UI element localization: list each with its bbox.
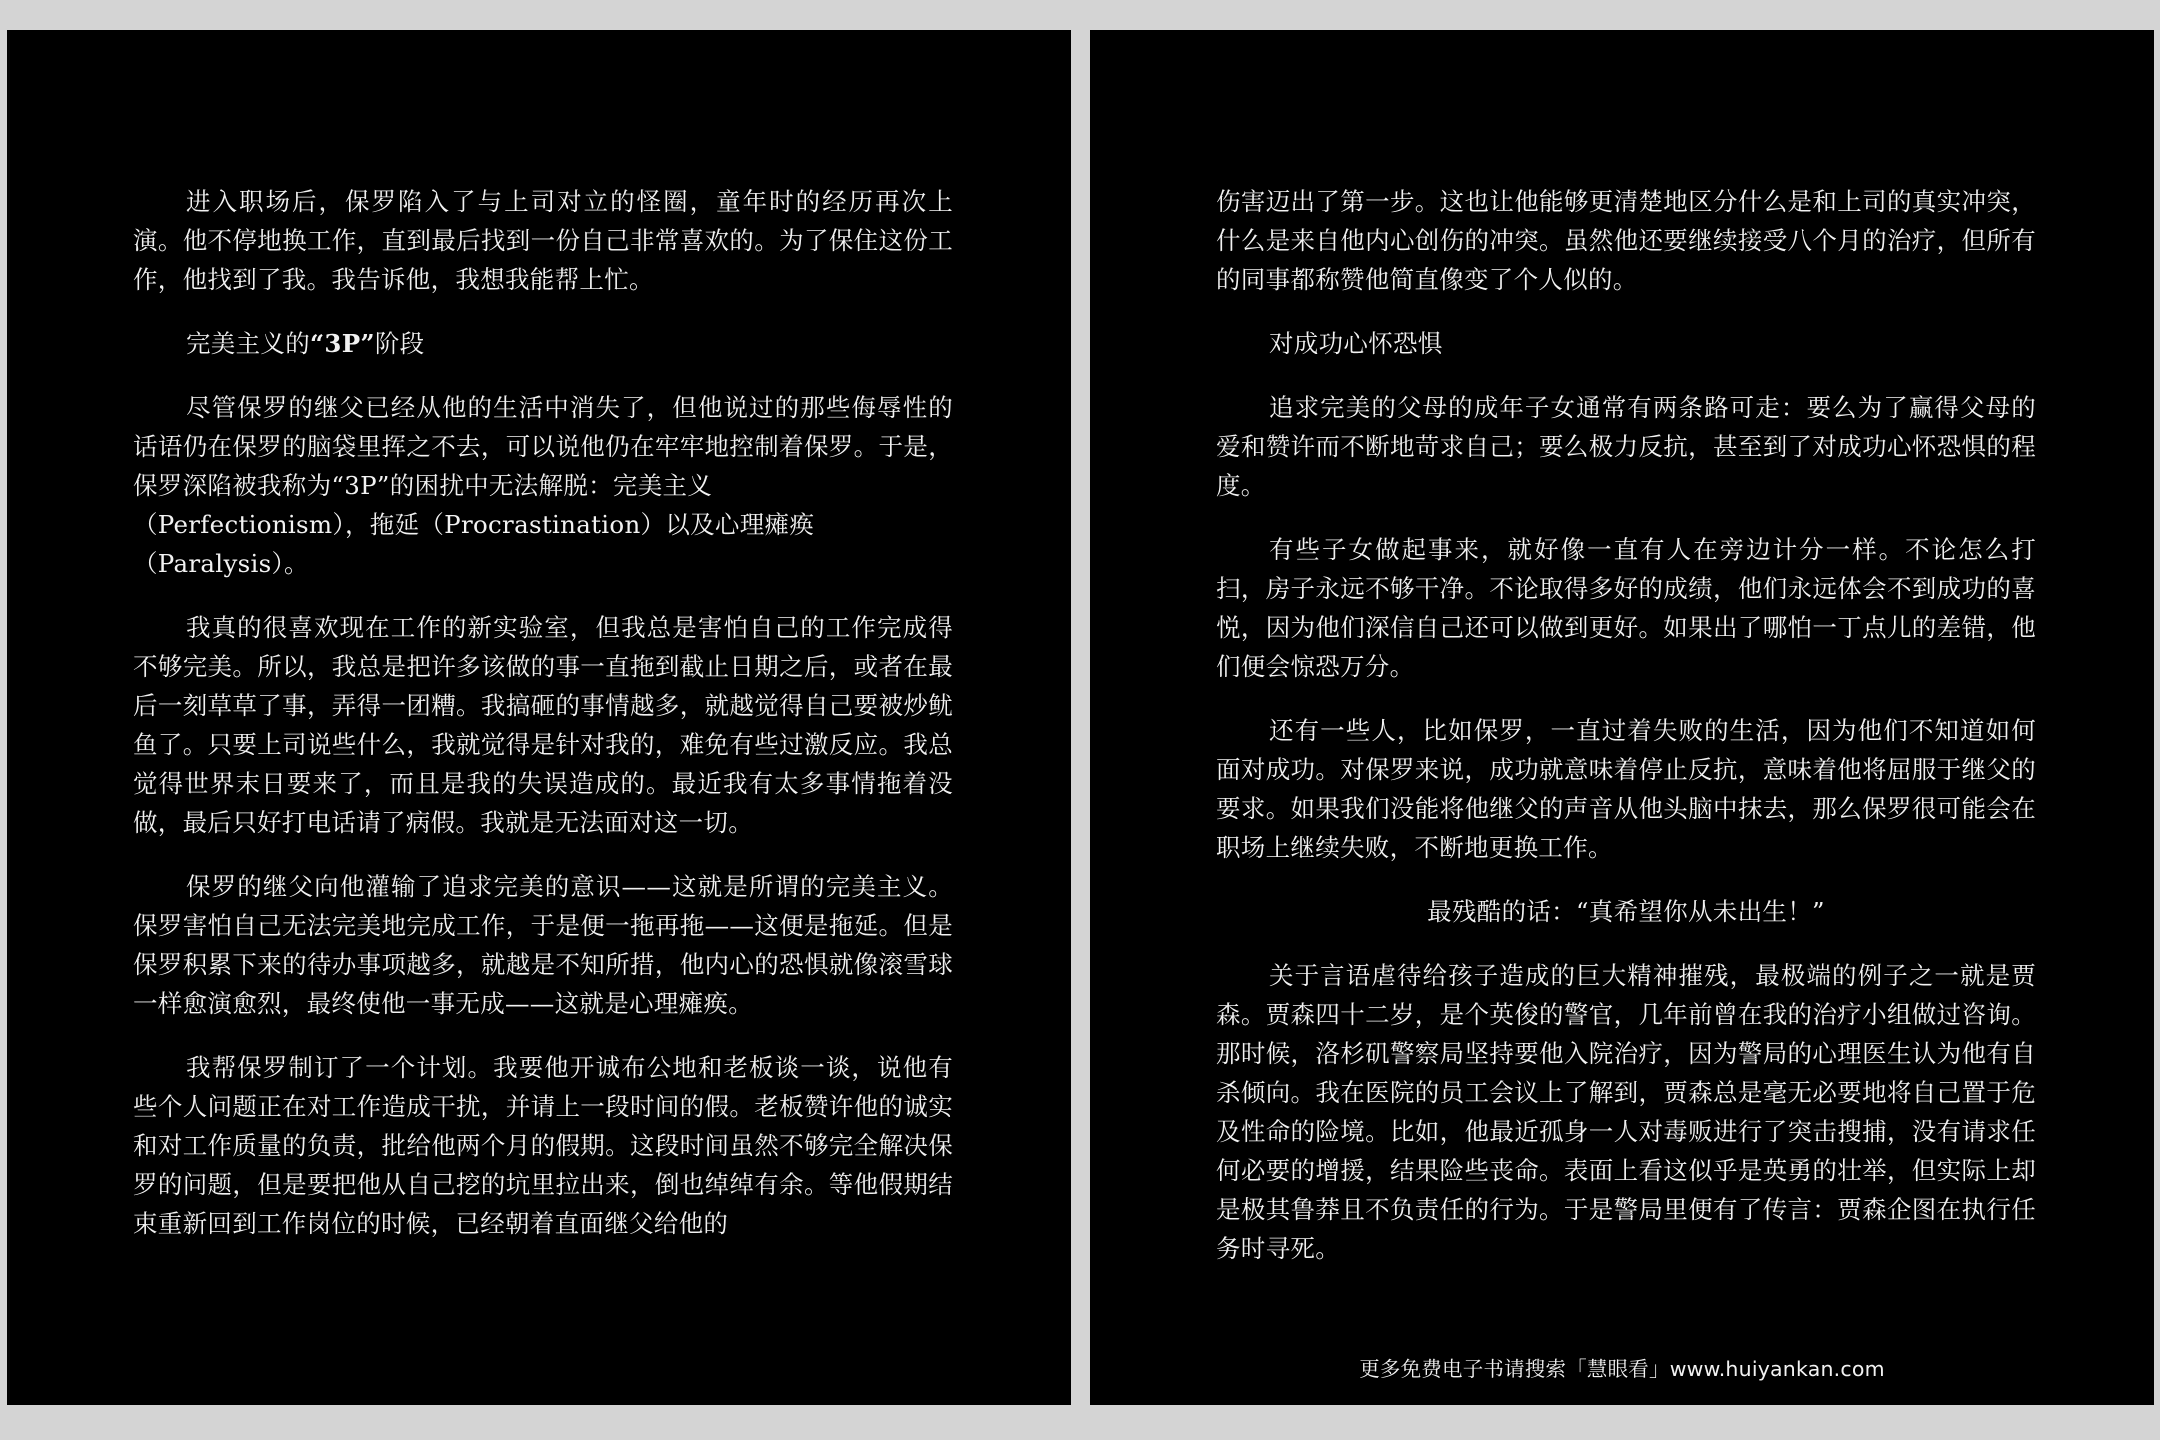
section-heading (133, 324, 953, 363)
left-page-text (133, 182, 953, 1268)
heading-text: 完美主义的 (186, 329, 310, 358)
paragraph: 伤害迈出了第一步。这也让他能够更清楚地区分什么是和上司的真实冲突，什么是来自他内心创伤的冲突。虽然他还要继续接受八个月的治疗，但所有的同事都称赞他简直像变了个人似的。 (1216, 187, 2036, 294)
paragraph: 尽管保罗的继父已经从他的生活中消失了，但他说过的那些侮辱性的话语仍在保罗的脑袋里挥之不去，可以说他仍在牢牢地控制着保罗。于是，保罗深陷被我称为“3P”的困扰中无法解脱：完美主义 （Perfectionism），拖延（Procrastination）以及心理瘫痪 （Paralysis）。 (133, 393, 953, 578)
paragraph: 有些子女做起事来，就好像一直有人在旁边计分一样。不论怎么打扫，房子永远不够干净。不论取得多好的成绩，他们永远体会不到成功的喜悦，因为他们深信自己还可以做到更好。如果出了哪怕一丁点儿的差错，他们便会惊恐万分。 (1216, 535, 2036, 681)
paragraph: 还有一些人，比如保罗，一直过着失败的生活，因为他们不知道如何面对成功。对保罗来说，成功就意味着停止反抗，意味着他将屈服于继父的要求。如果我们没能将他继父的声音从他头脑中抹去，那么保罗很可能会在职场上继续失败，不断地更换工作。 (1216, 716, 2036, 862)
heading-bold-text: “3P” (310, 329, 375, 358)
section-heading: 对成功心怀恐惧 (1269, 329, 1443, 358)
paragraph: 进入职场后，保罗陷入了与上司对立的怪圈，童年时的经历再次上演。他不停地换工作，直到最后找到一份自己非常喜欢的。为了保住这份工作，他找到了我。我告诉他，我想我能帮上忙。 (133, 187, 953, 294)
paragraph: 追求完美的父母的成年子女通常有两条路可走：要么为了赢得父母的爱和赞许而不断地苛求自己；要么极力反抗，甚至到了对成功心怀恐惧的程度。 (1216, 393, 2036, 500)
right-page (1090, 30, 2154, 1405)
paragraph: 我帮保罗制订了一个计划。我要他开诚布公地和老板谈一谈，说他有些个人问题正在对工作造成干扰，并请上一段时间的假。老板赞许他的诚实和对工作质量的负责，批给他两个月的假期。这段时间虽然不够完全解决保罗的问题，但是要把他从自己挖的坑里拉出来，倒也绰绰有余。等他假期结束重新回到工作岗位的时候，已经朝着直面继父给他的 (133, 1053, 953, 1238)
heading-text: 阶段 (374, 329, 425, 358)
section-heading: 最残酷的话：“真希望你从未出生！” (1427, 897, 1825, 926)
right-page-text (1216, 182, 2036, 1293)
footer-text: 更多免费电子书请搜索「慧眼看」www.huiyankan.com (1359, 1357, 1885, 1381)
left-page (7, 30, 1071, 1405)
paragraph: 我真的很喜欢现在工作的新实验室，但我总是害怕自己的工作完成得不够完美。所以，我总是把许多该做的事一直拖到截止日期之后，或者在最后一刻草草了事，弄得一团糟。我搞砸的事情越多，就越觉得自己要被炒鱿鱼了。只要上司说些什么，我就觉得是针对我的，难免有些过激反应。我总觉得世界末日要来了，而且是我的失误造成的。最近我有太多事情拖着没做，最后只好打电话请了病假。我就是无法面对这一切。 (133, 613, 953, 837)
paragraph: 保罗的继父向他灌输了追求完美的意识——这就是所谓的完美主义。保罗害怕自己无法完美地完成工作，于是便一拖再拖——这便是拖延。但是保罗积累下来的待办事项越多，就越是不知所措，他内心的恐惧就像滚雪球一样愈演愈烈，最终使他一事无成——这就是心理瘫痪。 (133, 872, 953, 1018)
paragraph: 关于言语虐待给孩子造成的巨大精神摧残，最极端的例子之一就是贾森。贾森四十二岁，是个英俊的警官，几年前曾在我的治疗小组做过咨询。那时候，洛杉矶警察局坚持要他入院治疗，因为警局的心理医生认为他有自杀倾向。我在医院的员工会议上了解到，贾森总是毫无必要地将自己置于危及性命的险境。比如，他最近孤身一人对毒贩进行了突击搜捕，没有请求任何必要的增援，结果险些丧命。表面上看这似乎是英勇的壮举，但实际上却是极其鲁莽且不负责任的行为。于是警局里便有了传言：贾森企图在执行任务时寻死。 (1216, 961, 2036, 1263)
